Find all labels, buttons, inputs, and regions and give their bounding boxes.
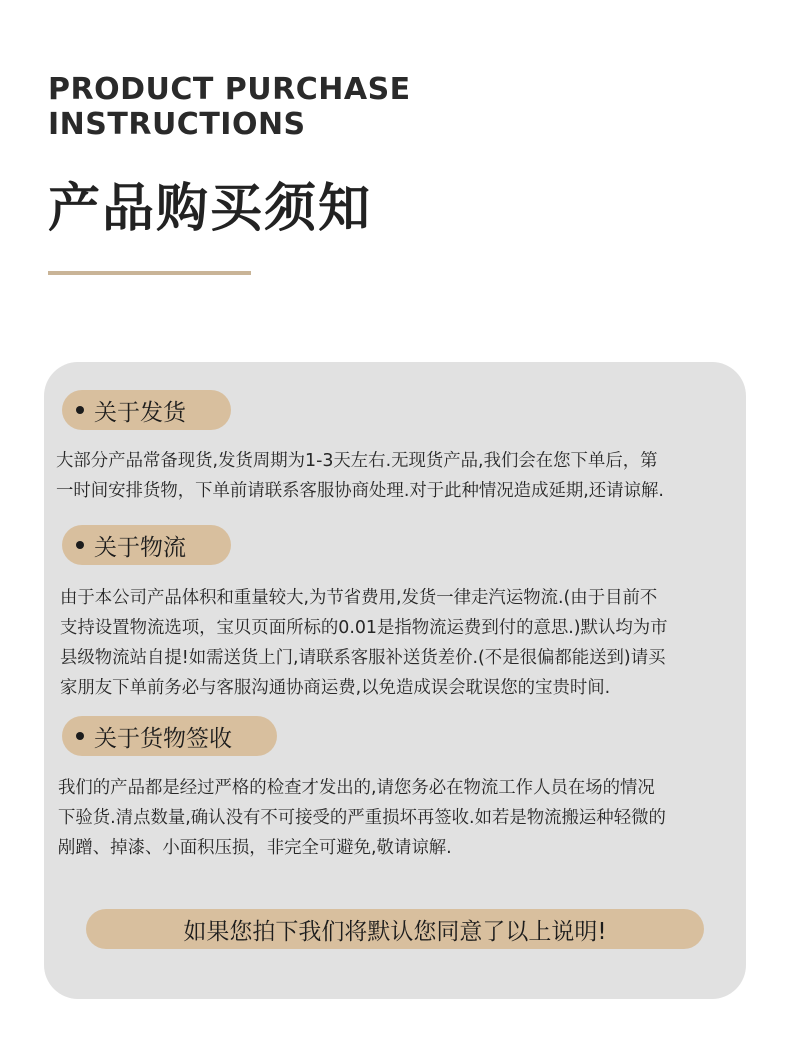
section-receipt-text [58,773,742,863]
instructions-card [44,362,746,999]
english-title-line-1: PRODUCT PURCHASE [48,72,411,107]
paragraph-line: 大部分产品常备现货,发货周期为1-3天左右.无现货产品,我们会在您下单后，第 [56,451,658,471]
paragraph-line: 我们的产品都是经过严格的检查才发出的,请您务必在物流工作人员在场的情况 [58,778,655,798]
paragraph-line: 县级物流站自提!如需送货上门,请联系客服补送货差价.(不是很偏都能送到)请买 [60,648,666,668]
agreement-notice [86,909,704,949]
section-logistics-text [60,583,744,703]
paragraph-line: 支持设置物流选项，宝贝页面所标的0.01是指物流运费到付的意思.)默认均为市 [60,618,668,638]
bullet-icon [76,406,84,414]
english-title [48,72,411,142]
paragraph-line: 一时间安排货物，下单前请联系客服协商处理.对于此种情况造成延期,还请谅解. [56,481,664,501]
chinese-title: 产品购买须知 [48,179,373,239]
english-title-line-2: INSTRUCTIONS [48,107,306,142]
section-logistics-heading [62,525,231,565]
title-divider [48,271,251,275]
agreement-notice-text: 如果您拍下我们将默认您同意了以上说明! [183,918,607,945]
bullet-icon [76,732,84,740]
section-heading-label: 关于发货 [94,399,186,426]
section-heading-label: 关于物流 [94,534,186,561]
paragraph-line: 由于本公司产品体积和重量较大,为节省费用,发货一律走汽运物流.(由于目前不 [60,588,658,608]
section-shipping-text [56,446,740,506]
paragraph-line: 下验货.清点数量,确认没有不可接受的严重损坏再签收.如若是物流搬运种轻微的 [58,808,666,828]
paragraph-line: 家朋友下单前务必与客服沟通协商运费,以免造成误会耽误您的宝贵时间. [60,678,611,698]
section-heading-label: 关于货物签收 [94,725,232,752]
section-receipt-heading [62,716,277,756]
bullet-icon [76,541,84,549]
section-shipping-heading [62,390,231,430]
paragraph-line: 剐蹭、掉漆、小面积压损，非完全可避免,敬请谅解. [58,838,452,858]
